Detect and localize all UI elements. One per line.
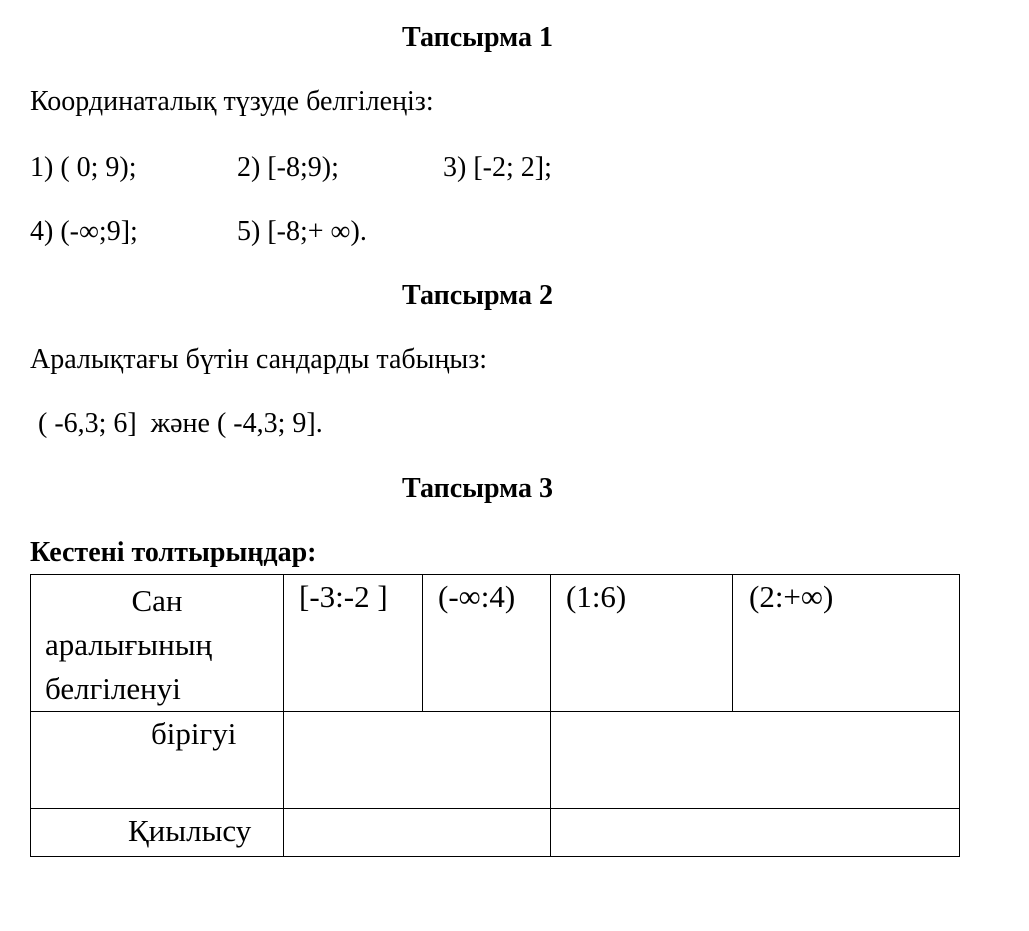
table-row bbox=[31, 575, 960, 712]
union-answer-cell-2[interactable] bbox=[551, 712, 960, 809]
row-header-line-3: белгіленуі bbox=[45, 671, 181, 706]
task3-instruction: Кестені толтырыңдар: bbox=[30, 537, 317, 568]
interval-1: [-3:-2 ] bbox=[299, 579, 388, 614]
task1-item-4: 4) (-∞;9]; bbox=[30, 216, 138, 247]
task2-expression: ( -6,3; 6] және ( -4,3; 9]. bbox=[38, 408, 323, 439]
task1-heading: Тапсырма 1 bbox=[402, 22, 554, 53]
interval-cell-2[interactable] bbox=[423, 575, 551, 712]
interval-cell-1[interactable] bbox=[284, 575, 423, 712]
row-header-line-2: аралығының bbox=[45, 627, 213, 662]
interval-cell-4[interactable] bbox=[733, 575, 960, 712]
union-label-cell bbox=[31, 712, 284, 809]
row-header-notation bbox=[31, 575, 284, 712]
intersection-answer-cell-1[interactable] bbox=[284, 809, 551, 857]
task1-item-3: 3) [-2; 2]; bbox=[443, 152, 552, 183]
interval-cell-3[interactable] bbox=[551, 575, 733, 712]
table-row bbox=[31, 712, 960, 809]
task1-instruction: Координаталық түзуде белгілеңіз: bbox=[30, 86, 434, 117]
task1-item-2: 2) [-8;9); bbox=[237, 152, 339, 183]
task1-item-5: 5) [-8;+ ∞). bbox=[237, 216, 367, 247]
interval-table bbox=[30, 574, 960, 857]
intersection-label: Қиылысу bbox=[128, 813, 252, 848]
task3-heading: Тапсырма 3 bbox=[402, 473, 554, 504]
task2-heading: Тапсырма 2 bbox=[402, 280, 554, 311]
task2-instruction: Аралықтағы бүтін сандарды табыңыз: bbox=[30, 344, 488, 375]
union-label: бірігуі bbox=[151, 716, 237, 751]
table-row bbox=[31, 809, 960, 857]
interval-2: (-∞:4) bbox=[438, 579, 516, 614]
task1-item-1: 1) ( 0; 9); bbox=[30, 152, 137, 183]
union-answer-cell-1[interactable] bbox=[284, 712, 551, 809]
interval-4: (2:+∞) bbox=[749, 579, 834, 614]
intersection-answer-cell-2[interactable] bbox=[551, 809, 960, 857]
intersection-label-cell bbox=[31, 809, 284, 857]
interval-3: (1:6) bbox=[566, 579, 627, 614]
row-header-line-1: Сан bbox=[131, 583, 183, 618]
